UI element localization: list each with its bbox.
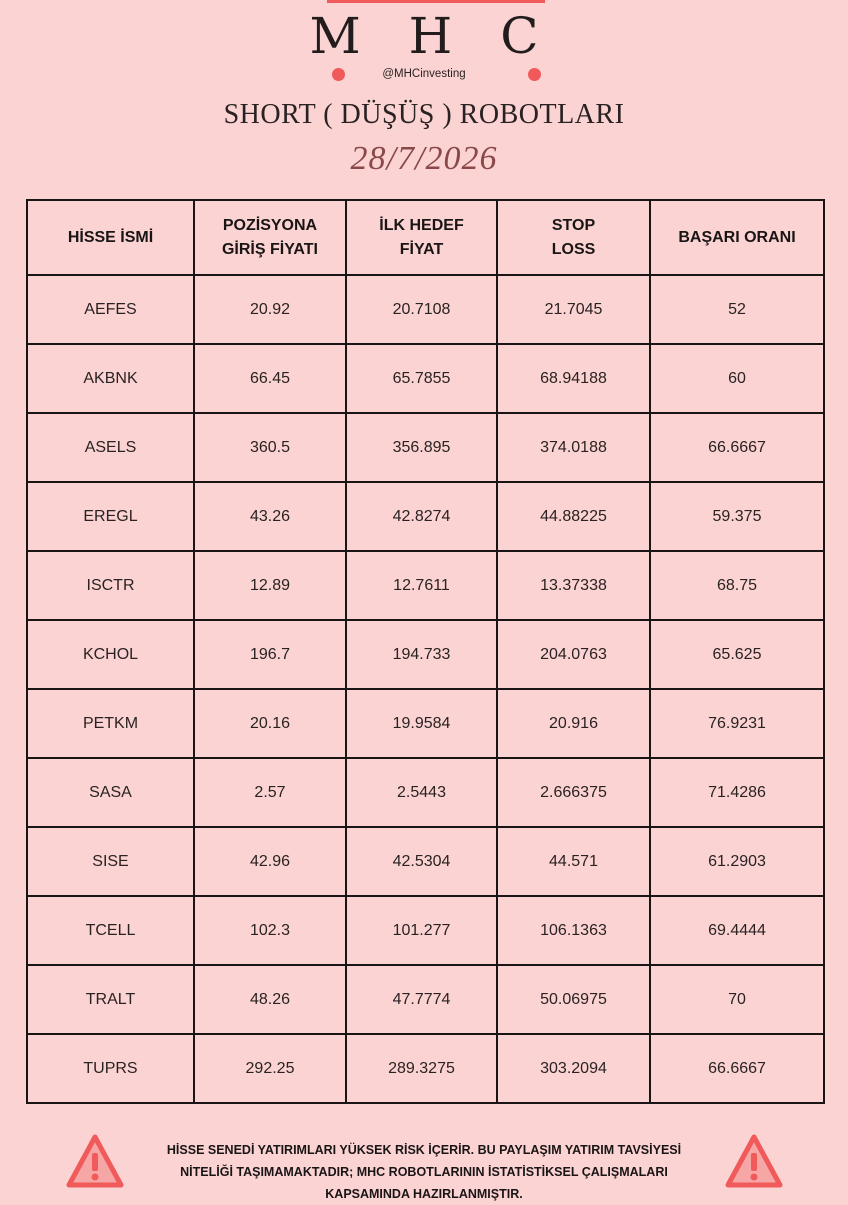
cell-stock-name: SISE xyxy=(27,827,194,896)
header-first-target: İLK HEDEF FİYAT xyxy=(346,200,497,275)
header-stock-name: HİSSE İSMİ xyxy=(27,200,194,275)
cell-first-target: 194.733 xyxy=(346,620,497,689)
cell-stop-loss: 21.7045 xyxy=(497,275,650,344)
cell-success-rate: 65.625 xyxy=(650,620,824,689)
cell-success-rate: 66.6667 xyxy=(650,413,824,482)
cell-stock-name: AEFES xyxy=(27,275,194,344)
table-row xyxy=(27,896,824,965)
cell-entry-price: 2.57 xyxy=(194,758,346,827)
logo-top-bar xyxy=(327,0,545,3)
cell-stock-name: AKBNK xyxy=(27,344,194,413)
signals-table xyxy=(26,199,825,1104)
cell-stop-loss: 44.88225 xyxy=(497,482,650,551)
cell-stop-loss: 44.571 xyxy=(497,827,650,896)
cell-first-target: 356.895 xyxy=(346,413,497,482)
cell-success-rate: 71.4286 xyxy=(650,758,824,827)
cell-stop-loss: 303.2094 xyxy=(497,1034,650,1103)
table-header-row xyxy=(27,200,824,275)
cell-stop-loss: 374.0188 xyxy=(497,413,650,482)
cell-stock-name: TUPRS xyxy=(27,1034,194,1103)
cell-first-target: 65.7855 xyxy=(346,344,497,413)
table-body xyxy=(27,275,824,1103)
cell-stock-name: TRALT xyxy=(27,965,194,1034)
cell-first-target: 19.9584 xyxy=(346,689,497,758)
cell-entry-price: 20.92 xyxy=(194,275,346,344)
cell-stock-name: KCHOL xyxy=(27,620,194,689)
risk-disclaimer: HİSSE SENEDİ YATIRIMLARI YÜKSEK RİSK İÇERİR. BU PAYLAŞIM YATIRIM TAVSİYESİ NİTELİĞİ TAŞIMAMAKTADIR; MHC ROBOTLARININ İSTATİSTİKSEL ÇALIŞMALARI KAPSAMINDA HAZIRLANMIŞTIR. xyxy=(166,1143,682,1201)
cell-first-target: 42.8274 xyxy=(346,482,497,551)
page-title: SHORT ( DÜŞÜŞ ) ROBOTLARI xyxy=(223,99,625,130)
cell-entry-price: 292.25 xyxy=(194,1034,346,1103)
table-row xyxy=(27,413,824,482)
table-row xyxy=(27,551,824,620)
cell-entry-price: 48.26 xyxy=(194,965,346,1034)
cell-entry-price: 12.89 xyxy=(194,551,346,620)
cell-stop-loss: 2.666375 xyxy=(497,758,650,827)
table-row xyxy=(27,482,824,551)
cell-success-rate: 70 xyxy=(650,965,824,1034)
brand-logo: MHC xyxy=(309,7,587,65)
table-row xyxy=(27,965,824,1034)
cell-first-target: 101.277 xyxy=(346,896,497,965)
cell-first-target: 42.5304 xyxy=(346,827,497,896)
page-date: 28/7/2026 xyxy=(350,140,498,177)
cell-stock-name: PETKM xyxy=(27,689,194,758)
cell-success-rate: 66.6667 xyxy=(650,1034,824,1103)
cell-entry-price: 360.5 xyxy=(194,413,346,482)
brand-handle: @MHCinvesting xyxy=(382,68,466,80)
table-row xyxy=(27,689,824,758)
table-row xyxy=(27,827,824,896)
cell-stock-name: ASELS xyxy=(27,413,194,482)
cell-success-rate: 76.9231 xyxy=(650,689,824,758)
cell-entry-price: 42.96 xyxy=(194,827,346,896)
table-row xyxy=(27,344,824,413)
cell-success-rate: 60 xyxy=(650,344,824,413)
cell-success-rate: 59.375 xyxy=(650,482,824,551)
header-success-rate: BAŞARI ORANI xyxy=(650,200,824,275)
cell-stop-loss: 204.0763 xyxy=(497,620,650,689)
cell-first-target: 47.7774 xyxy=(346,965,497,1034)
cell-success-rate: 52 xyxy=(650,275,824,344)
cell-stop-loss: 13.37338 xyxy=(497,551,650,620)
header-stop-loss: STOP LOSS xyxy=(497,200,650,275)
cell-success-rate: 68.75 xyxy=(650,551,824,620)
table-row xyxy=(27,1034,824,1103)
cell-first-target: 12.7611 xyxy=(346,551,497,620)
table-row xyxy=(27,620,824,689)
table-row xyxy=(27,758,824,827)
cell-first-target: 289.3275 xyxy=(346,1034,497,1103)
cell-entry-price: 196.7 xyxy=(194,620,346,689)
cell-first-target: 2.5443 xyxy=(346,758,497,827)
cell-entry-price: 66.45 xyxy=(194,344,346,413)
header-entry-price: POZİSYONA GİRİŞ FİYATI xyxy=(194,200,346,275)
cell-stock-name: ISCTR xyxy=(27,551,194,620)
cell-stock-name: TCELL xyxy=(27,896,194,965)
cell-entry-price: 43.26 xyxy=(194,482,346,551)
warning-icon xyxy=(65,1133,125,1191)
cell-stop-loss: 20.916 xyxy=(497,689,650,758)
warning-icon xyxy=(724,1133,784,1191)
cell-entry-price: 102.3 xyxy=(194,896,346,965)
cell-stop-loss: 106.1363 xyxy=(497,896,650,965)
cell-stock-name: EREGL xyxy=(27,482,194,551)
cell-entry-price: 20.16 xyxy=(194,689,346,758)
cell-success-rate: 69.4444 xyxy=(650,896,824,965)
cell-success-rate: 61.2903 xyxy=(650,827,824,896)
cell-stop-loss: 50.06975 xyxy=(497,965,650,1034)
cell-stock-name: SASA xyxy=(27,758,194,827)
cell-first-target: 20.7108 xyxy=(346,275,497,344)
cell-stop-loss: 68.94188 xyxy=(497,344,650,413)
table-row xyxy=(27,275,824,344)
